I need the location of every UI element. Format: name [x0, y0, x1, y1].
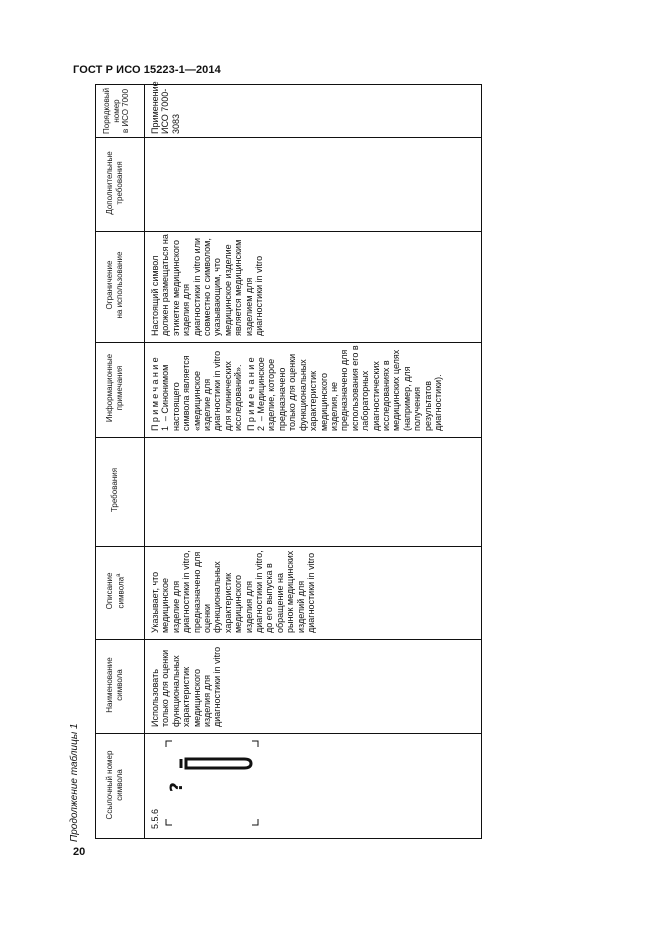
cell-usage-limitation: Настоящий символ должен размещаться на этикетке медицинского изделия для диагностики in vitro или совместно с символом, указывающим, что медицинское изделие является медицинским изделием для диагностики in vitro: [150, 234, 265, 336]
header-info-notes: Информационные примечания: [105, 353, 124, 423]
page-number: 20: [73, 846, 86, 858]
cell-symbol-name: Использовать только для оценки функциональных характеристик медицинского изделия для диагностики in vitro: [150, 646, 223, 727]
symbol-figure: [162, 737, 262, 829]
table-continuation-label: Продолжение таблицы 1: [69, 723, 80, 842]
header-description: Описание символа$^a$: [105, 572, 126, 610]
symbols-table: [95, 81, 482, 839]
note-2-label: Примечание 2: [245, 354, 267, 431]
cell-requirements: [148, 437, 312, 543]
header-usage-limitation: Ограничение на использование: [105, 251, 124, 319]
cell-additional-requirements: [148, 138, 312, 228]
header-iso7000-number: Порядковый номер в ИСО 7000: [102, 87, 130, 134]
column-divider: [96, 733, 481, 734]
ivd-performance-evaluation-symbol: [162, 737, 262, 829]
header-additional-requirements: Дополнительные требования: [105, 151, 124, 215]
cell-info-notes: [148, 342, 478, 434]
header-symbol-name: Наименование символа: [105, 657, 124, 713]
note-1-label: Примечание 1: [150, 354, 171, 431]
header-ref-number: Ссылочный номер символа: [105, 750, 124, 820]
document-header: ГОСТ Р ИСО 15223-1—2014: [73, 64, 221, 76]
cell-iso7000-number: Применение ИСО 7000- 3083: [150, 81, 181, 134]
header-separator: [144, 85, 145, 838]
note-1-text: – Синонимом настоящего символа является «медицинское изделие для диагностики in vitro для клинических исследований».: [160, 350, 244, 431]
note-2-text: – Медицинское изделие, которое предназначено только для оценки функциональных характеристик медицинского изделия, не предназначено для использования его в лабораторных диагностических исследованиях в медицинских целях (например, для получения результатов диагностики).: [256, 345, 443, 431]
cell-ref-number: 5.5.6: [150, 808, 160, 829]
svg-text:?: ?: [167, 782, 187, 792]
cell-description: Указывает, что медицинское изделие для диагностики in vitro, предназначено для оценки функциональных характеристик медицинского изделия для диагностики in vitro, до его выпуска в обращение на рынок медицинских изделий для диагностики in vitro: [150, 550, 317, 633]
header-requirements: Требования: [110, 467, 119, 513]
